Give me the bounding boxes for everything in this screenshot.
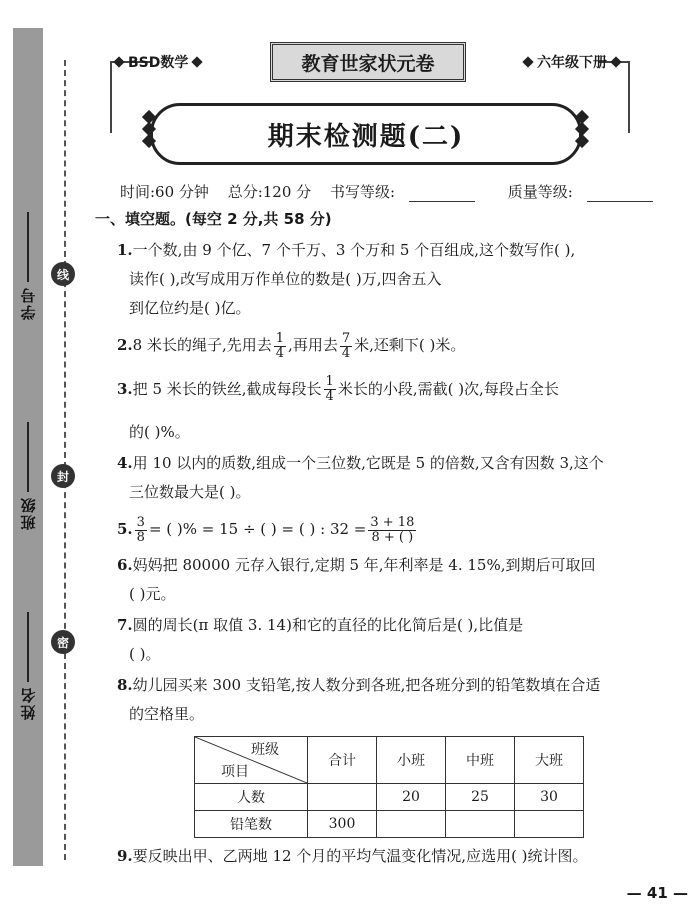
question-text: 到亿位约是( )亿。 [129, 299, 251, 317]
name-line [27, 612, 29, 682]
question-text: 幼儿园买来 300 支铅笔,按人数分到各班,把各班分到的铅笔数填在合适 [132, 675, 601, 694]
table-header: 小班 [377, 737, 446, 784]
denominator: 4 [325, 389, 334, 404]
writing-grade [330, 183, 489, 201]
question-text: 要反映出甲、乙两地 12 个月的平均气温变化情况,应选用( )统计图。 [132, 847, 588, 865]
question-2 [117, 331, 655, 361]
diamond-icon [610, 56, 621, 67]
question-number: 4. [117, 454, 133, 472]
question-7 [117, 611, 655, 669]
row-label: 人数 [195, 784, 308, 811]
table-header: 合计 [308, 737, 377, 784]
table-cell: 30 [515, 784, 584, 811]
question-text: 的( )%。 [129, 423, 190, 441]
quality-grade [508, 183, 667, 201]
question-3 [117, 375, 655, 448]
numerator: 1 [275, 330, 285, 346]
series-banner: 教育世家状元卷 [270, 42, 466, 82]
student-id-text: 学号 [19, 286, 38, 320]
section-heading: 一、填空题。(每空 2 分,共 58 分) [95, 210, 332, 228]
page-number: — 41 — [626, 884, 688, 902]
denominator: 8 [136, 529, 145, 545]
numerator: 3 [136, 514, 145, 530]
question-text: 8 米长的绳子,先用去 [132, 336, 272, 354]
class-line [27, 422, 29, 492]
table-cell: 20 [377, 784, 446, 811]
question-8 [117, 671, 655, 729]
table-header-row [195, 737, 584, 784]
question-text: 米长的小段,需截( )次,每段占全长 [337, 379, 559, 398]
question-4 [117, 449, 655, 507]
question-text: 圆的周长(π 取值 3. 14)和它的直径的比化简后是( ),比值是 [132, 615, 524, 634]
fraction [340, 332, 352, 361]
table-cell-blank[interactable] [515, 811, 584, 838]
total-score: 总分:120 分 [227, 183, 312, 201]
diamond-icon [192, 56, 203, 67]
question-9 [117, 842, 588, 871]
table-corner-cell [195, 737, 308, 784]
seal-seal: 封 [51, 464, 75, 488]
student-id-label [18, 190, 38, 320]
time-limit: 时间:60 分钟 [120, 183, 209, 201]
exam-title: 期末检测题(二) [150, 103, 582, 165]
question-1 [117, 236, 655, 323]
question-number: 8. [117, 675, 133, 694]
quality-grade-label: 质量等级: [507, 183, 573, 201]
fraction [135, 516, 147, 545]
header-row [110, 42, 625, 82]
numerator: 1 [325, 374, 334, 389]
header-right [523, 52, 621, 72]
question-text: 米,还剩下( )米。 [354, 336, 466, 354]
question-text: 把 5 米长的铁丝,截成每段长 [132, 379, 322, 398]
question-number: 3. [117, 379, 133, 398]
question-number: 2. [117, 336, 133, 354]
name-text: 姓名 [19, 686, 38, 720]
question-5 [117, 515, 655, 545]
diamond-icon [113, 56, 124, 67]
table-cell: 300 [308, 811, 377, 838]
question-text: ,再用去 [288, 336, 338, 354]
fraction [274, 332, 286, 361]
table-header: 中班 [446, 737, 515, 784]
grade-label: 六年级下册 [537, 55, 607, 71]
seal-line: 线 [51, 262, 75, 286]
question-content [95, 205, 655, 729]
numerator: 3 + 18 [370, 514, 415, 530]
corner-bottom-label: 项目 [221, 764, 249, 780]
pencil-table [194, 736, 584, 838]
writing-grade-blank[interactable] [409, 187, 475, 202]
exam-info [120, 181, 681, 202]
table-header: 大班 [515, 737, 584, 784]
fraction [324, 375, 336, 404]
fraction [368, 516, 416, 545]
question-text: ( )元。 [129, 584, 176, 603]
quality-grade-blank[interactable] [587, 187, 653, 202]
question-number: 9. [117, 847, 133, 865]
question-number: 6. [117, 555, 133, 574]
question-text: 读作( ),改写成用万作单位的数是( )万,四舍五入 [129, 270, 442, 288]
question-text: 妈妈把 80000 元存入银行,定期 5 年,年利率是 4. 15%,到期后可取回 [132, 555, 596, 574]
question-number: 5. [117, 520, 133, 538]
class-text: 班级 [19, 496, 38, 530]
table-row [195, 811, 584, 838]
question-text: 用 10 以内的质数,组成一个三位数,它既是 5 的倍数,又含有因数 3,这个 [132, 454, 604, 472]
table-row [195, 784, 584, 811]
question-number: 1. [117, 241, 133, 259]
question-text: ( )。 [129, 644, 161, 663]
header-left [114, 52, 202, 72]
table-cell-blank[interactable] [446, 811, 515, 838]
denominator: 8 + ( ) [371, 529, 414, 545]
denominator: 4 [275, 345, 285, 361]
corner-top-label: 班级 [251, 742, 279, 758]
student-id-line [27, 212, 29, 282]
denominator: 4 [341, 345, 351, 361]
question-text: = ( )% = 15 ÷ ( ) = ( ) : 32 = [148, 520, 367, 538]
question-text: 的空格里。 [129, 704, 205, 723]
seal-secret: 密 [51, 630, 75, 654]
table-cell-blank[interactable] [377, 811, 446, 838]
writing-grade-label: 书写等级: [329, 183, 395, 201]
cut-line [64, 60, 66, 860]
table-cell: 25 [446, 784, 515, 811]
class-label [18, 400, 38, 530]
table-cell-blank[interactable] [308, 784, 377, 811]
frame-right [628, 61, 630, 133]
numerator: 7 [341, 330, 351, 346]
row-label: 铅笔数 [195, 811, 308, 838]
name-label [18, 590, 38, 720]
question-6 [117, 551, 655, 609]
subject-label: BSD数学 [128, 55, 189, 71]
question-text: 一个数,由 9 个亿、7 个千万、3 个万和 5 个百组成,这个数写作( ), [132, 241, 576, 259]
question-number: 7. [117, 615, 133, 634]
question-text: 三位数最大是( )。 [129, 483, 251, 501]
diamond-icon [522, 56, 533, 67]
